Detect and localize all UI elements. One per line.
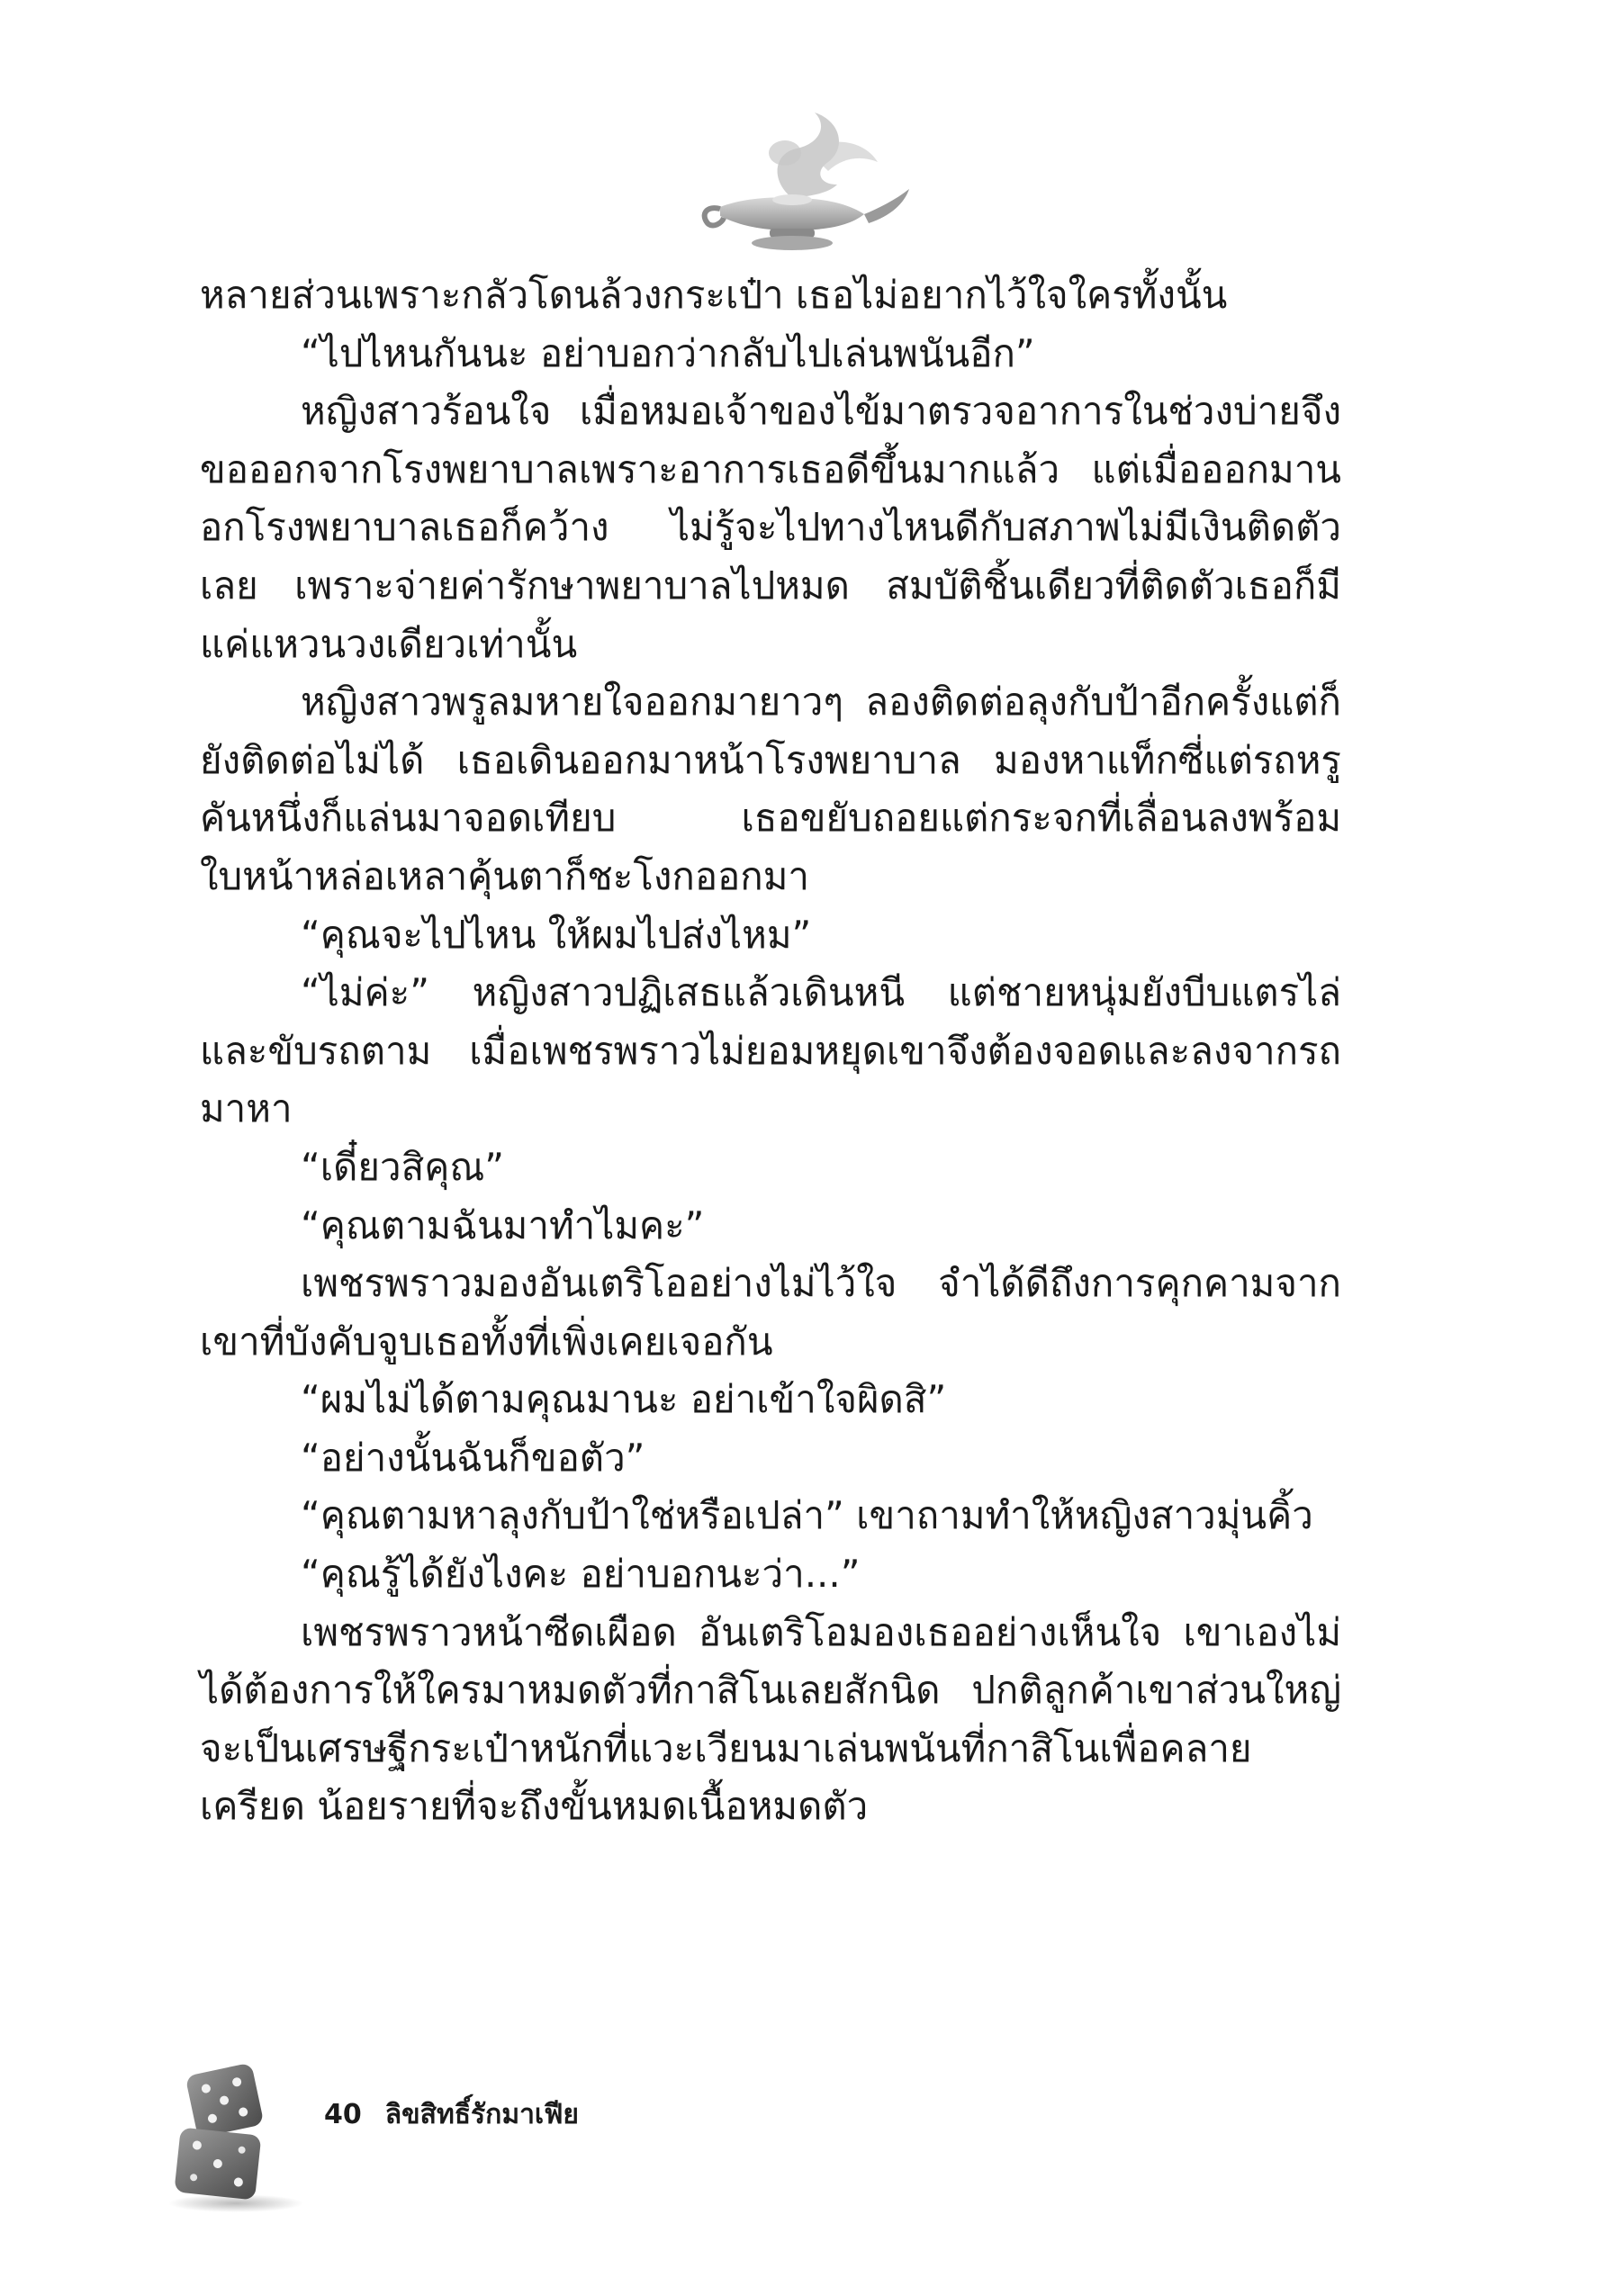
page-number: 40: [324, 2099, 362, 2130]
paragraph: เพชรพราวหน้าซีดเผือด อันเตริโอมองเธออย่างเห็นใจ เขาเองไม่ได้ต้องการให้ใครมาหมดตัวที่กาสิโนเลยสักนิด ปกติลูกค้าเขาส่วนใหญ่จะเป็นเศรษฐีกระเป๋าหนักที่แวะเวียนมาเล่นพนันที่กาสิโนเพื่อคลายเครียด น้อยรายที่จะถึงขั้นหมดเนื้อหมดตัว: [200, 1609, 1341, 1829]
genie-lamp-icon: [684, 99, 918, 257]
paragraph: หญิงสาวพรูลมหายใจออกมายาวๆ ลองติดต่อลุงกับป้าอีกครั้งแต่ก็ยังติดต่อไม่ได้ เธอเดินออกมาหน้าโรงพยาบาล มองหาแท็กซี่แต่รถหรูคันหนึ่งก็แล่นมาจอดเทียบ เธอขยับถอยแต่กระจกที่เลื่อนลงพร้อมใบหน้าหล่อเหลาคุ้นตาก็ชะโงกออกมา: [200, 680, 1341, 898]
paragraph: “เดี๋ยวสิคุณ”: [301, 1144, 505, 1189]
page-footer: [324, 2097, 579, 2133]
paragraph: “อย่างนั้นฉันก็ขอตัว”: [301, 1435, 645, 1480]
paragraph: “ไปไหนกันนะ อย่าบอกว่ากลับไปเล่นพนันอีก”: [301, 330, 1035, 375]
paragraph: หลายส่วนเพราะกลัวโดนล้วงกระเป๋า เธอไม่อยากไว้ใจใครทั้งนั้น: [200, 273, 1228, 317]
dice-icon: [164, 2061, 308, 2214]
paragraph: หญิงสาวร้อนใจ เมื่อหมอเจ้าของไข้มาตรวจอาการในช่วงบ่ายจึงขอออกจากโรงพยาบาลเพราะอาการเธอดีขึ้นมากแล้ว แต่เมื่อออกมานอกโรงพยาบาลเธอก็คว้าง ไม่รู้จะไปทางไหนดีกับสภาพไม่มีเงินติดตัวเลย เพราะจ่ายค่ารักษาพยาบาลไปหมด สมบัติชิ้นเดียวที่ติดตัวเธอก็มีแค่แหวนวงเดียวเท่านั้น: [200, 389, 1341, 666]
paragraph: “ผมไม่ได้ตามคุณมานะ อย่าเข้าใจผิดสิ”: [301, 1377, 947, 1422]
paragraph: “คุณจะไปไหน ให้ผมไปส่งไหม”: [301, 912, 812, 957]
body-text: [200, 266, 1341, 1836]
paragraph: “คุณตามฉันมาทำไมคะ”: [301, 1202, 705, 1247]
paragraph: เพชรพราวมองอันเตริโออย่างไม่ไว้ใจ จำได้ดีถึงการคุกคามจากเขาที่บังคับจูบเธอทั้งที่เพิ่งเคยเจอกัน: [200, 1261, 1341, 1364]
paragraph: “ไม่ค่ะ” หญิงสาวปฏิเสธแล้วเดินหนี แต่ชายหนุ่มยังบีบแตรไล่และขับรถตาม เมื่อเพชรพราวไม่ยอมหยุดเขาจึงต้องจอดและลงจากรถมาหา: [200, 970, 1341, 1131]
paragraph: “คุณรู้ได้ยังไงคะ อย่าบอกนะว่า...”: [301, 1552, 861, 1597]
paragraph: “คุณตามหาลุงกับป้าใช่หรือเปล่า” เขาถามทำให้หญิงสาวมุ่นคิ้ว: [301, 1493, 1313, 1538]
book-title: ลิขสิทธิ์รักมาเฟีย: [384, 2099, 580, 2130]
